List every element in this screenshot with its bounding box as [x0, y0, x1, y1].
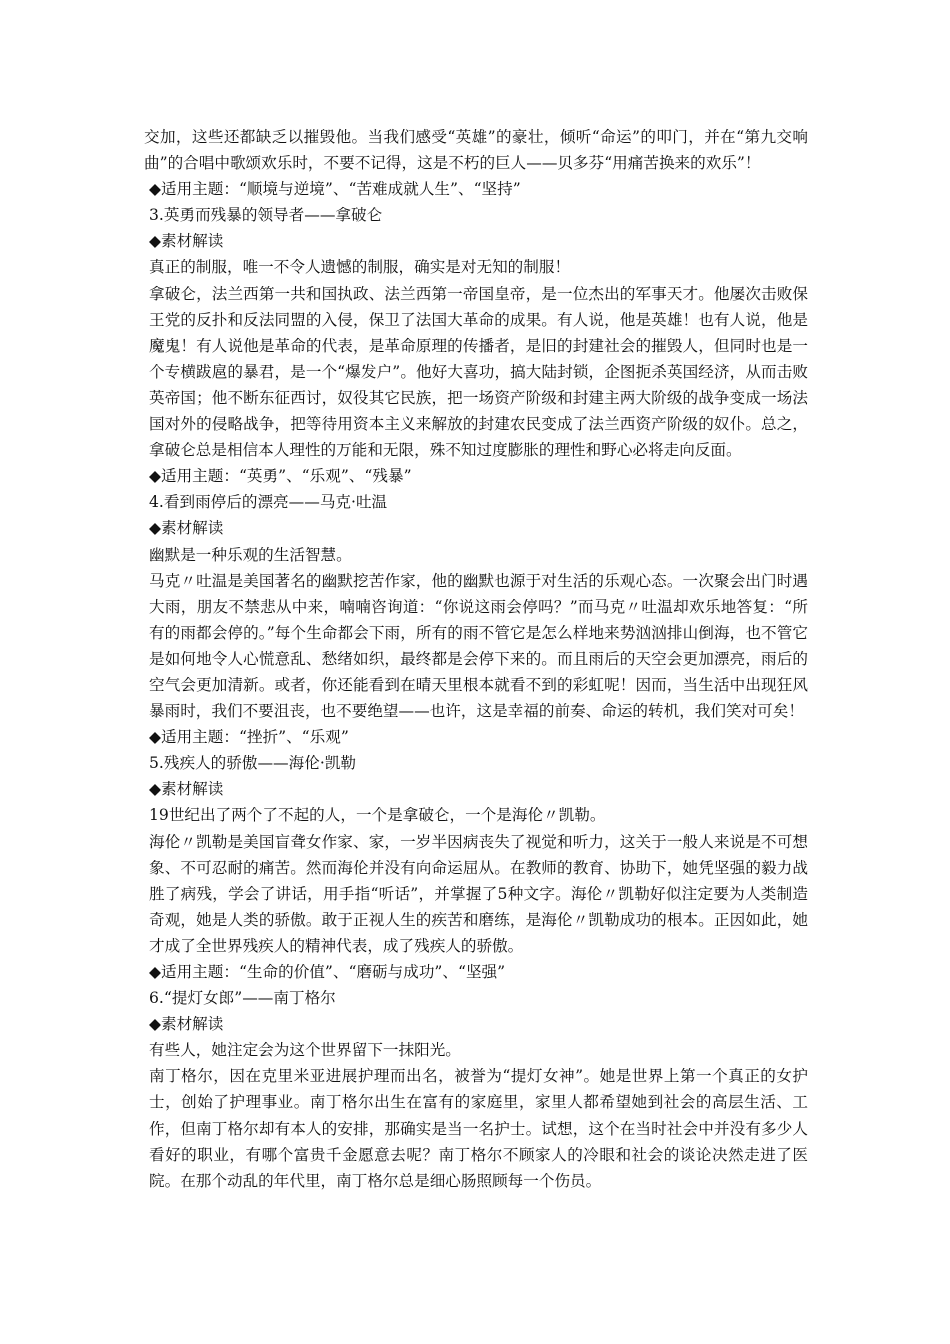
paragraph-keller-body: 海伦〃凯勒是美国盲聋女作家、家，一岁半因病丧失了视觉和听力，这关于一般人来说是不可想象、不可忍耐的痛苦。然而海伦并没有向命运屈从。在教师的教育、协助下，她凭坚强的毅力战胜了病残，学会了讲话，用手指“听话”，并掌握了5种文字。海伦〃凯勒好似注定要为人类制造奇观，她是人类的骄傲。敢于正视人生的疾苦和磨练，是海伦〃凯勒成功的根本。正因如此，她才成了全世界残疾人的精神代表，成了残疾人的骄傲。	[149, 832, 808, 955]
material-label: ◆素材解读	[149, 519, 224, 538]
theme-line-twain: ◆适用主题：“挫折”、“乐观”	[149, 728, 349, 747]
theme-line-beethoven: ◆适用主题：“顺境与逆境”、“苦难成就人生”、“坚持”	[149, 180, 521, 199]
section-heading-napoleon: 3.英勇而残暴的领导者——拿破仑	[149, 206, 383, 225]
paragraph-napoleon-quote: 真正的制服，唯一不令人遗憾的制服，确实是对无知的制服！	[149, 258, 571, 277]
section-heading-mark-twain: 4.看到雨停后的漂亮——马克·吐温	[149, 493, 388, 512]
paragraph-keller-intro: 19世纪出了两个了不起的人，一个是拿破仑，一个是海伦〃凯勒。	[149, 806, 606, 825]
paragraph-napoleon-body: 拿破仑，法兰西第一共和国执政、法兰西第一帝国皇帝，是一位杰出的军事天才。他屡次击败保王党的反扑和反法同盟的入侵，保卫了法国大革命的成果。有人说，他是英雄！也有人说，他是魔鬼！有人说他是革命的代表，是革命原理的传播者，是旧的封建社会的摧毁人，但同时也是一个专横跋扈的暴君，是一个“爆发户”。他好大喜功，搞大陆封锁，企图扼杀英国经济，从而击败英帝国；他不断东征西讨，奴役其它民族，把一场资产阶级和封建主两大阶级的战争变成一场法国对外的侵略战争，把等待用资本主义来解放的封建农民变成了法兰西资产阶级的奴仆。总之，拿破仑总是相信本人理性的万能和无限，殊不知过度膨胀的理性和野心必将走向反面。	[149, 284, 808, 460]
paragraph-beethoven-end: 交加，这些还都缺乏以摧毁他。当我们感受“英雄”的豪壮，倾听“命运”的叩门，并在“第九交响曲”的合唱中歌颂欢乐时，不要不记得，这是不朽的巨人——贝多芬“用痛苦换来的欢乐”！	[144, 128, 808, 173]
document-page	[144, 124, 808, 1194]
theme-line-keller: ◆适用主题：“生命的价值”、“磨砺与成功”、“坚强”	[149, 963, 506, 981]
paragraph-nightingale-quote: 有些人，她注定会为这个世界留下一抹阳光。	[149, 1041, 461, 1060]
paragraph-twain-quote: 幽默是一种乐观的生活智慧。	[149, 545, 352, 564]
section-heading-helen-keller: 5.残疾人的骄傲——海伦·凯勒	[149, 754, 356, 773]
material-label: ◆素材解读	[149, 780, 224, 799]
section-heading-nightingale: 6.“提灯女郎”——南丁格尔	[149, 989, 336, 1008]
theme-line-napoleon: ◆适用主题：“英勇”、“乐观”、“残暴”	[149, 467, 412, 486]
paragraph-twain-body: 马克〃吐温是美国著名的幽默挖苦作家，他的幽默也源于对生活的乐观心态。一次聚会出门时遇大雨，朋友不禁悲从中来，喃喃咨询道：“你说这雨会停吗？”而马克〃吐温却欢乐地答复：“所有的雨都会停的。”每个生命都会下雨，所有的雨不管它是怎么样地来势汹汹排山倒海，也不管它是如何地令人心慌意乱、愁绪如织，最终都是会停下来的。而且雨后的天空会更加漂亮，雨后的空气会更加清新。或者，你还能看到在晴天里根本就看不到的彩虹呢！因而，当生活中出现狂风暴雨时，我们不要沮丧，也不要绝望——也许，这是幸福的前奏、命运的转机，我们笑对可矣！	[149, 571, 808, 721]
material-label: ◆素材解读	[149, 1015, 224, 1034]
material-label: ◆素材解读	[149, 232, 224, 251]
paragraph-nightingale-body: 南丁格尔，因在克里米亚进展护理而出名，被誉为“提灯女神”。她是世界上第一个真正的女护士，创始了护理事业。南丁格尔出生在富有的家庭里，家里人都希望她到社会的高层生活、工作，但南丁格尔却有本人的安排，那确实是当一名护士。试想，这个在当时社会中并没有多少人看好的职业，有哪个富贵千金愿意去呢？南丁格尔不顾家人的冷眼和社会的谈论决然走进了医院。在那个动乱的年代里，南丁格尔总是细心肠照顾每一个伤员。	[149, 1067, 808, 1190]
